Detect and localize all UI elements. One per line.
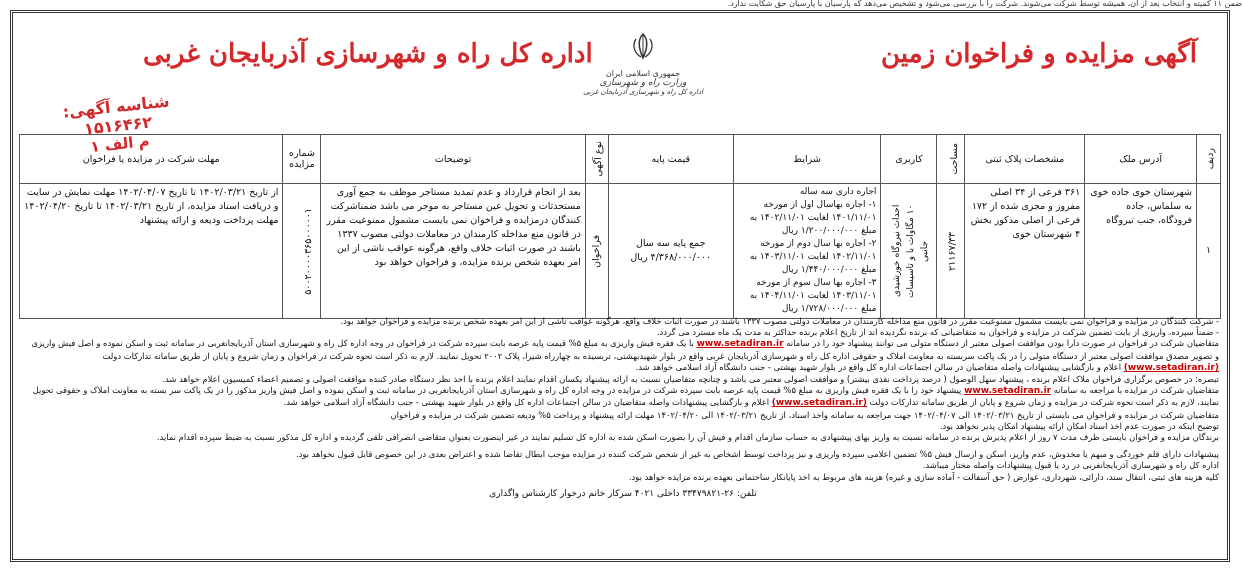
col-header-usage: کاربری: [881, 135, 937, 184]
ad-number: شناسه آگهی: ۱۵۱۶۴۶۲: [61, 91, 171, 139]
cell-ad-type: فراخوان: [585, 184, 608, 319]
cell-usage: احداث نیروگاه خورشیدی ۱۰ مگاوات با و تاسیسات جانبی: [881, 184, 937, 319]
col-header-ad-type: نوع آگهی: [585, 135, 608, 184]
cell-plaque: ۳۶۱ فرعی از ۳۴ اصلی مفروز و مجزی شده از ۱۷۲ فرعی از اصلی مذکور بخش ۴ شهرستان خوی: [965, 184, 1085, 319]
col-header-address: آدرس ملک: [1085, 135, 1197, 184]
setadiran-link[interactable]: (www.setadiran.ir): [771, 398, 867, 409]
header: [13, 21, 1227, 156]
cell-auction-number: ۵۰۰۲۰۰۰۰۳۶۵۰۰۰۰۰۱: [283, 184, 321, 319]
note-line: پیشنهادات دارای قلم خوردگی و مبهم یا مخدوش، عدم واریز، اسکن و ارسال فیش ۵% تضمین اعلامی سپرده واریزی و نیز پرداخت توسط اشخاص به غیر از شخص شرکت کننده در مزایده موجب ابطال تقاضا شده و اعتراض بعدی در این خصوص قابل قبول نخواهد بود.: [295, 449, 1219, 460]
note-line: اداره کل راه و شهرسازی آذربایجانغربی در رد یا قبول پیشنهادات واصله مختار میباشد.: [922, 460, 1219, 471]
col-header-plaque: مشخصات پلاک ثبتی: [965, 135, 1085, 184]
contact-footer: تلفن: ۲۶-۳۳۴۷۹۸۲۱ داخلی ۴۰۲۱ سرکار خانم درخوار کارشناس واگذاری: [489, 488, 757, 499]
col-header-description: توضیحات: [321, 135, 585, 184]
note-line: - شرکت کنندگان در مزایده و فراخوان نمی بایست مشمول ممنوعیت مقرر در قانون منع مداخله کارمندان در معاملات دولتی مصوب ۱۳۳۷ باشند در صورت اثبات خلاف واقع، هرگونه عواقب ناشی از این امر بعهده شخص برنده مزایده و فراخوان خواهد بود.: [340, 316, 1219, 326]
note-line: توضیح اینکه در صورت عدم اخذ اسناد امکان ارائه پیشنهاد امکان پذیر نخواهد بود.: [939, 420, 1219, 431]
cell-base-price: جمع پایه سه سال ۴/۳۶۸/۰۰۰/۰۰۰ ریال: [608, 184, 733, 319]
top-cropped-text: ضمن ۱۱ کمیته و انتخاب بعد از آن، همیشه توسط شرکت می‌شوند. شرکت را با بررسی می‌شود و تشخیص می‌دهد که پارسیان با پارسیان حق شکایت ندارد.: [727, 0, 1242, 8]
col-header-row-number: ردیف: [1197, 135, 1221, 184]
ad-sub-number: م الف ۱: [89, 131, 151, 156]
cell-description: بعد از انجام قرارداد و عدم تمدید مستاجر موظف به جمع آوری مستحدثات و تحویل عین مستاجر به موجر می باشد ضمناشرکت کنندگان درمزایده و فراخوان نمی بایست مشمول ممنوعیت مقرر در قانون منع مداخله کارمندان در معاملات دولتی مصوب ۱۳۳۷ باشند در صورت اثبات خلاف واقع، هرگونه عواقب ناشی از این امر بعهده شخص برنده مزایده، و فراخوان خواهد بود: [321, 184, 585, 319]
cell-area: ۲۱۱۶۷/۳۳: [937, 184, 965, 319]
table-row: [20, 184, 1221, 319]
ministry-emblem: [573, 31, 713, 121]
org-title: اداره کل راه و شهرسازی آذربایجان غربی: [143, 39, 593, 69]
col-header-area: مساحت: [937, 135, 965, 184]
terms-notes: [27, 316, 1219, 500]
col-header-deadline: مهلت شرکت در مزایده یا فراخوان: [20, 135, 283, 184]
cell-deadline: از تاریخ ۱۴۰۲/۰۳/۲۱ تا تاریخ ۱۴۰۲/۰۴/۰۷ مهلت نمایش در سایت و دریافت اسناد مزایده، از تاریخ ۱۴۰۲/۰۳/۲۱ تا تاریخ ۱۴۰۲/۰۴/۲۰ مهلت پرداخت ودیعه و ارائه پیشنهاد: [20, 184, 283, 319]
note-line: تبصره: در خصوص برگزاری فراخوان ملاک اعلام برنده ، پیشنهاد سهل الوصول ( درصد پرداخت نقدی بیشتر) و موافقت اصولی معتبر می باشد و چنانچه متقاضیان نسبت به ارائه پیشنهاد یکسان اقدام نمایند اعلام برنده با اخذ نظر دستگاه صادر کننده موافقت اصولی و تصمیم اعضاء کمیسیون اعلام خواهد شد.: [162, 374, 1219, 385]
note-line: کلیه هزینه های ثبتی، انتقال سند، دارائی، شهرداری، عوارض ( حق آسفالت - آماده سازی و غیره) هزینه های مربوط به اخذ پایانکار ساختمانی بعهده برنده مزایده خواهد بود.: [628, 471, 1219, 482]
emblem-line2: وزارت راه و شهرسازی: [599, 78, 687, 88]
col-header-auction-number: شماره مزایده: [283, 135, 321, 184]
emblem-line1: جمهوری اسلامی ایران: [605, 69, 681, 78]
col-header-base-price: قیمت پایه: [608, 135, 733, 184]
note-line: - ضمناً سپرده، واریزی از بابت تضمین شرکت در مزایده و فراخوان به متقاضیانی که برنده نگردیده اند از تاریخ اعلام برنده حداکثر به مدت یک ماه مسترد می گردد.: [656, 327, 1219, 338]
note-line: متقاضیان شرکت در مزایده و فراخوان می بایستی از تاریخ ۱۴۰۲/۰۳/۲۱ الی ۱۴۰۲/۰۴/۰۷ جهت مراجعه به سامانه واخذ اسناد، از تاریخ ۱۴۰۲/۰۳/۲۱ الی ۱۴۰۲/۰۴/۲۰ مهلت ارائه پیشنهاد و پرداخت ۵% ودیعه تضمین شرکت در مزایده و فراخوان: [390, 409, 1219, 420]
note-line: متقاضیان شرکت در فراخوان در صورت دارا بودن موافقت اصولی معتبر از دستگاه متولی می توانند پیشنهاد خود را در سامانه www.setadiran.ir با یک فقره فیش واریزی به مبلغ ۵% قیمت پایه عرصه بابت سپرده شرکت در فراخوان در وجه اداره کل راه و شهرسازی استان آذربایجانغربی در سامانه ثبت و اسکن نموده و اصل فیش واریزی و تصویر مصدق موافقت اصولی معتبر از دستگاه متولی را در یک پاکت سربسته به معاونت املاک و حقوقی اداره کل راه و شهرسازی آذربایجان غربی واقع در بلوار شهیدبهشتی، تربسیده به چهارراه شیرا، پلاک ۲۰۰۲ تحویل نمایند. لازم به ذکر است نحوه شرکت در فراخوان و زمان شروع و پایان از طریق سامانه تدارکات دولت (www.setadiran.ir) اعلام و بازگشایی پیشنهادات واصله متقاضیان در سالن اجتماعات اداره کل واقع در بلوار شهید بهشتی - جنب دانشگاه آزاد اسلامی خواهد شد.: [31, 338, 1219, 373]
note-line: برندگان مزایده و فراخوان بایستی ظرف مدت ۷ روز از اعلام پذیرش برنده در سامانه نسبت به واریز بهای پیشنهادی به حساب سازمان اقدام و فیش آن را بصورت اسکن شده به اداره کل تسلیم نمایند در غیر اینصورت بعنوان متقاضی انصرافی تلقی گردیده و اداره کل مذکور نسبت به ضبط سپرده اقدام نماید.: [156, 432, 1219, 443]
auction-table: [19, 134, 1221, 319]
table-header-row: [20, 135, 1221, 184]
ad-title: آگهی مزایده و فراخوان زمین: [881, 39, 1197, 69]
col-header-terms: شرایط: [733, 135, 881, 184]
note-line: متقاضیان شرکت در مزایده با مراجعه به سامانه www.setadiran.ir پیشنهاد خود را با یک فقره فیش واریزی به مبلغ ۵% قیمت پایه عرصه بابت سپرده شرکت در مزایده در وجه اداره کل راه و شهرسازی استان آذربایجانغربی در سامانه ثبت و اسکن نموده و اصل فیش واریز مذکور را در یک پاکت سر بسته به معاونت املاک و حقوقی تحویل نمایند، لازم به ذکر است نحوه شرکت در مزایده و زمان شروع و پایان از طریق سامانه تدارکات دولت (www.setadiran.ir) اعلام و بازگشایی پیشنهادات واصله متقاضیان در سالن اجتماعات اداره کل واقع در بلوار شهید بهشتی - جنب دانشگاه آزاد اسلامی خواهد شد.: [32, 385, 1219, 409]
ad-frame: [10, 10, 1230, 562]
emblem-line3: اداره کل راه و شهرسازی آذربایجان غربی: [583, 88, 703, 96]
setadiran-link[interactable]: www.setadiran.ir: [964, 386, 1052, 397]
cell-row-number: ۱: [1197, 184, 1221, 319]
iran-emblem-icon: [628, 31, 658, 61]
cell-terms: اجاره داری سه ساله ۱- اجاره بهاسال اول از مورخه ۱۴۰۱/۱۱/۰۱ لغایت ۱۴۰۲/۱۱/۰۱ به مبلغ ۱/۲۰۰/۰۰۰/۰۰۰ ریال ۲- اجاره بها سال دوم از مورخه ۱۴۰۲/۱۱/۰۱ لغایت ۱۴۰۳/۱۱/۰۱ به مبلغ ۱/۴۴۰/۰۰۰/۰۰۰ ریال ۳- اجاره بها سال سوم از مورخه ۱۴۰۳/۱۱/۰۱ لغایت ۱۴۰۴/۱۱/۰۱ به مبلغ ۱/۷۲۸/۰۰۰/۰۰۰ ریال: [733, 184, 881, 319]
setadiran-link[interactable]: (www.setadiran.ir): [1123, 362, 1219, 373]
setadiran-link[interactable]: www.setadiran.ir: [696, 339, 784, 350]
cell-address: شهرستان خوی جاده خوی به سلماس، جاده فرودگاه، جنب تیروگاه: [1085, 184, 1197, 319]
